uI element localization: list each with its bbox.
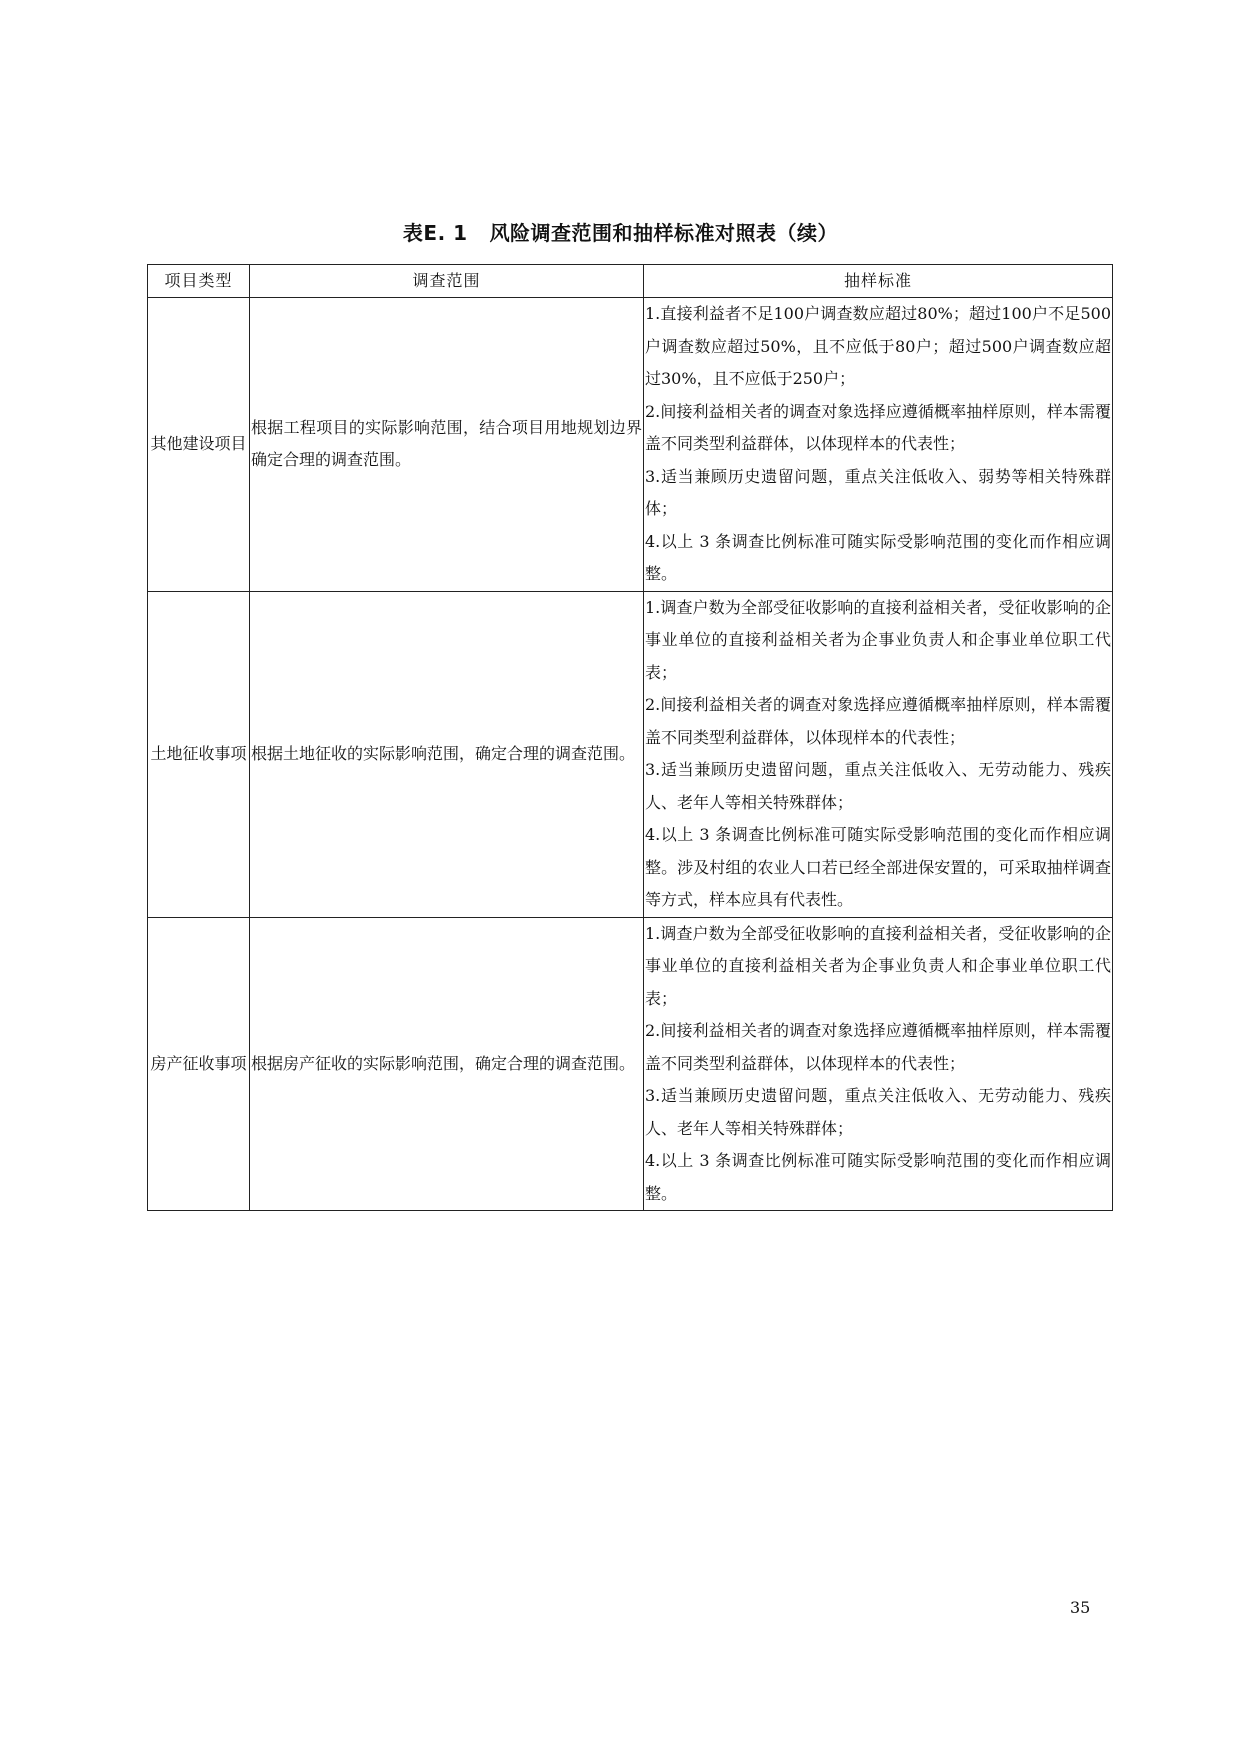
criteria-item: 3.适当兼顾历史遗留问题，重点关注低收入、无劳动能力、残疾人、老年人等相关特殊群体； xyxy=(645,760,1111,812)
criteria-item: 1.调查户数为全部受征收影响的直接利益相关者，受征收影响的企事业单位的直接利益相关者为企事业负责人和企事业单位职工代表； xyxy=(645,923,1111,1008)
table-header-row xyxy=(148,265,1113,298)
criteria-item: 2.间接利益相关者的调查对象选择应遵循概率抽样原则，样本需覆盖不同类型利益群体，以体现样本的代表性； xyxy=(645,695,1111,747)
table-row xyxy=(148,591,1113,917)
table-number: 表E. 1 xyxy=(402,221,468,245)
criteria-item: 3.适当兼顾历史遗留问题，重点关注低收入、弱势等相关特殊群体； xyxy=(645,466,1111,518)
table-row xyxy=(148,917,1113,1211)
survey-scope-cell: 根据土地征收的实际影响范围，确定合理的调查范围。 xyxy=(250,591,644,917)
survey-scope-cell: 根据房产征收的实际影响范围，确定合理的调查范围。 xyxy=(250,917,644,1211)
header-survey-scope: 调查范围 xyxy=(250,265,644,298)
header-project-type: 项目类型 xyxy=(148,265,250,298)
risk-survey-table xyxy=(147,264,1113,1211)
sampling-criteria-cell xyxy=(644,298,1113,592)
criteria-item: 2.间接利益相关者的调查对象选择应遵循概率抽样原则，样本需覆盖不同类型利益群体，以体现样本的代表性； xyxy=(645,401,1111,453)
criteria-item: 1.直接利益者不足100户调查数应超过80%；超过100户不足500户调查数应超过50%，且不应低于80户；超过500户调查数应超过30%，且不应低于250户； xyxy=(645,304,1111,388)
table-row xyxy=(148,298,1113,592)
criteria-item: 1.调查户数为全部受征收影响的直接利益相关者，受征收影响的企事业单位的直接利益相关者为企事业负责人和企事业单位职工代表； xyxy=(645,597,1111,682)
criteria-item: 3.适当兼顾历史遗留问题，重点关注低收入、无劳动能力、残疾人、老年人等相关特殊群体； xyxy=(645,1086,1111,1138)
criteria-item: 4.以上 3 条调查比例标准可随实际受影响范围的变化而作相应调整。 xyxy=(645,1151,1111,1203)
table-title xyxy=(0,219,1241,247)
project-type-cell: 其他建设项目 xyxy=(148,298,250,592)
criteria-item: 2.间接利益相关者的调查对象选择应遵循概率抽样原则，样本需覆盖不同类型利益群体，以体现样本的代表性； xyxy=(645,1021,1111,1073)
header-sampling-criteria: 抽样标准 xyxy=(644,265,1113,298)
criteria-item: 4.以上 3 条调查比例标准可随实际受影响范围的变化而作相应调整。 xyxy=(645,531,1111,583)
table-title-text: 风险调查范围和抽样标准对照表（续） xyxy=(489,221,839,245)
project-type-cell: 房产征收事项 xyxy=(148,917,250,1211)
sampling-criteria-cell xyxy=(644,917,1113,1211)
page-number: 35 xyxy=(1070,1598,1091,1617)
survey-scope-cell: 根据工程项目的实际影响范围，结合项目用地规划边界确定合理的调查范围。 xyxy=(250,298,644,592)
criteria-item: 4.以上 3 条调查比例标准可随实际受影响范围的变化而作相应调整。涉及村组的农业人口若已经全部进保安置的，可采取抽样调查等方式，样本应具有代表性。 xyxy=(645,825,1111,909)
project-type-cell: 土地征收事项 xyxy=(148,591,250,917)
sampling-criteria-cell xyxy=(644,591,1113,917)
